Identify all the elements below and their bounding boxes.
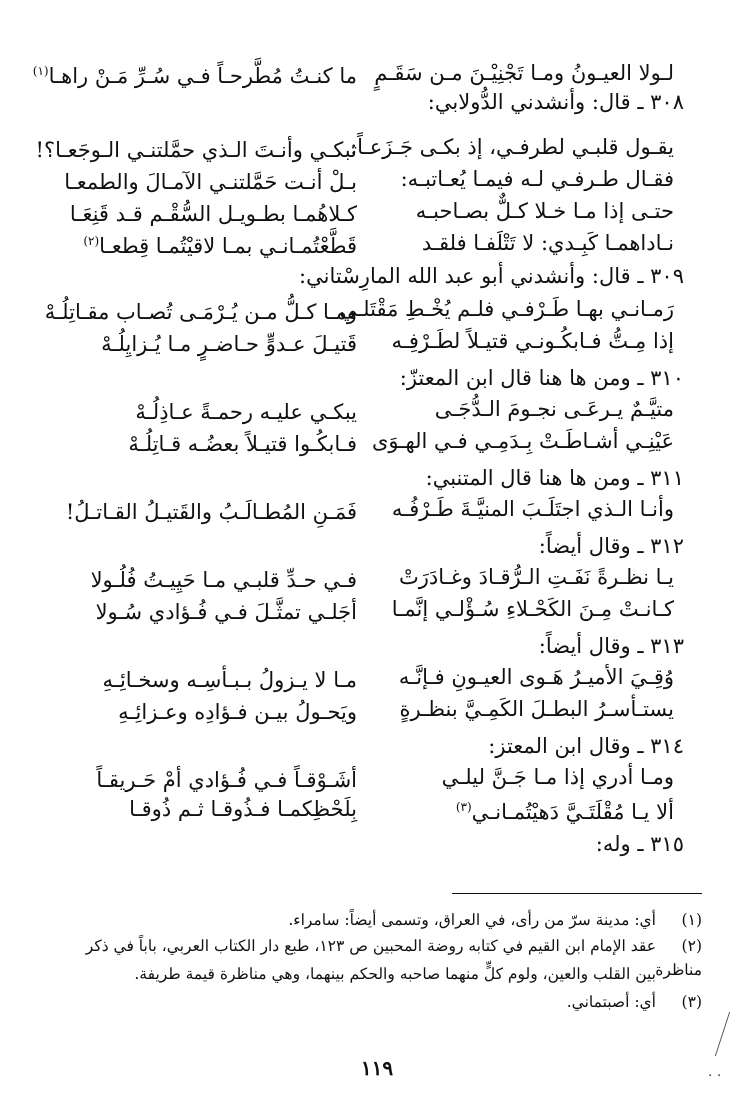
verse-line bbox=[70, 228, 684, 258]
verse-second-hemistich bbox=[70, 593, 377, 626]
verse-line bbox=[70, 662, 684, 692]
section-heading: ٣٠٨ ـ قال: وأنشدني الدُّولابي: bbox=[427, 90, 684, 114]
section-heading: ٣٠٩ ـ قال: وأنشدني أبو عبد الله المارِسْتاني: bbox=[299, 264, 684, 288]
verse-second-hemistich bbox=[65, 493, 377, 526]
verse-line bbox=[70, 794, 684, 824]
hemistich-text: ألا يـا مُقْلَتَـيَّ دَهيْتُمـانـي bbox=[471, 799, 674, 824]
page-number: ١١٩ bbox=[360, 1056, 394, 1080]
verse-first-hemistich: حتـى إذا مـا خـلا كـلٌّ بصـاحبـه bbox=[415, 199, 674, 223]
footnote-text: أي: أصبتماني. bbox=[566, 993, 656, 1011]
verse-first-hemistich: لـولا العيـونُ ومـا تَجْنِيْـنَ مـن سَقَـمٍ bbox=[374, 61, 674, 85]
verse-line bbox=[70, 562, 684, 592]
verse-first-hemistich: عَيْنِـي أشـاطَـتْ بِـدَمِـي فـي الهـوَى bbox=[372, 429, 674, 453]
verse-first-hemistich: كـانـتْ مِـنَ الكَحْـلاءِ سُـؤْلـي إنَّمـا bbox=[391, 597, 674, 621]
hemistich-text: قَتيـلَ عـدوٍّ حـاضـرٍ مـا يُـزايِلُـهْ bbox=[101, 331, 357, 356]
footnote-separator bbox=[452, 893, 702, 894]
footnote-ref: (١) bbox=[32, 63, 49, 78]
footnote-continuation: بين القلب والعين، ولوم كلٍّ منهما صاحبه والحكم بينهما، وهي مناظرة قيمة طريفة. bbox=[134, 965, 656, 983]
hemistich-text: أجَلـي تمثَّـلَ فـي فُـؤادي سُـولا bbox=[95, 599, 357, 624]
verse-second-hemistich bbox=[70, 561, 377, 594]
verse-first-hemistich: إذا مِـتُّ فـابكُـونـي قتيـلاً لطَـرْفِـه bbox=[391, 329, 674, 353]
verse-first-hemistich: ومـا أدري إذا مـا جَـنَّ ليلـي bbox=[441, 765, 674, 789]
verse-second-hemistich: بِلَحْظِكمـا فـذُوقـا ثـم ذُوقـا bbox=[129, 797, 357, 821]
hemistich-text: فـي حـدِّ قلبـي مـا حَيِيـتُ فُلُـولا bbox=[90, 567, 357, 592]
footnote-ref: (٣) bbox=[455, 799, 472, 814]
verse-line bbox=[70, 762, 684, 792]
verse-first-hemistich: متيَّـمٌ يـرعَـى نجـومَ الـدُّجَـى bbox=[434, 397, 674, 421]
verse-first-hemistich: وأنـا الـذي اجتَلَـبَ المنيَّـةَ طَـرْفُـه bbox=[391, 497, 674, 521]
verse-second-hemistich bbox=[70, 325, 377, 358]
verse-second-hemistich bbox=[35, 131, 377, 164]
section-heading: ٣١٥ ـ وله: bbox=[595, 832, 684, 856]
hemistich-text: تبكـي وأنـتَ الـذي حمَّلتنـي الـوجَعـا؟! bbox=[35, 137, 357, 162]
verse-line bbox=[70, 394, 684, 424]
verse-first-hemistich: رَمـانـي بهـا طَـرْفـي فلـم يُخْـطِ مَقْتَلـي bbox=[339, 297, 674, 321]
verse-first-hemistich: يـا نظـرةً نَفَـتِ الـرُّقـادَ وغـادَرَتْ bbox=[399, 565, 674, 589]
footnote-text: عقد الإمام ابن القيم في كتابه روضة المحبين ص ١٢٣، طبع دار الكتاب العربي، باباً في ذكر مناظرة bbox=[85, 937, 702, 979]
verse-line bbox=[70, 594, 684, 624]
hemistich-text: أشَـوْقـاً فـي فُـؤادي أمْ حَـريقـاً bbox=[96, 767, 357, 792]
section-heading: ٣١٢ ـ وقال أيضاً: bbox=[538, 534, 684, 558]
section-heading: ٣١٠ ـ ومن ها هنا قال ابن المعتزّ: bbox=[399, 366, 684, 390]
verse-first-hemistich: نـاداهمـا كَبِـدي: لا تَتْلَفـا فلقـد bbox=[421, 231, 674, 255]
hemistich-text: فَمَـنِ المُطـالَـبُ والقَتيـلُ القـاتـلُ! bbox=[65, 499, 357, 524]
verse-first-hemistich: فقـال طـرفـي لـه فيمـا يُعـاتبـه: bbox=[400, 167, 674, 191]
verse-second-hemistich bbox=[70, 661, 377, 694]
hemistich-text: بـلْ أنـت حَمَّلتنـي الآمـالَ والطمعـا bbox=[64, 169, 357, 194]
verse-line bbox=[35, 132, 684, 162]
verse-second-hemistich bbox=[64, 163, 377, 196]
section-heading: ٣١٣ ـ وقال أيضاً: bbox=[538, 634, 684, 658]
margin-dots-mark: · · bbox=[708, 1068, 722, 1084]
footnote-number: (٣) bbox=[681, 993, 702, 1011]
verse-second-hemistich bbox=[70, 393, 377, 426]
verse-line bbox=[70, 196, 684, 226]
verse-second-hemistich bbox=[70, 227, 377, 260]
footnote-ref: (٢) bbox=[83, 233, 100, 248]
verse-second-hemistich bbox=[44, 293, 377, 326]
margin-stroke-mark bbox=[715, 1012, 744, 1056]
verse-second-hemistich bbox=[70, 693, 377, 726]
footnote-text: أي: مدينة سرّ من رأى، في العراق، وتسمى أيضاً: سامراء. bbox=[288, 911, 656, 929]
verse-second-hemistich bbox=[70, 195, 377, 228]
verse-line bbox=[70, 326, 684, 356]
verse-line bbox=[32, 58, 684, 88]
verse-second-hemistich bbox=[70, 761, 377, 794]
footnote-number: (١) bbox=[681, 911, 702, 929]
hemistich-text: ويَحـولُ بيـن فـؤادِه وعـزائِـهِ bbox=[118, 699, 357, 724]
section-heading: ٣١٤ ـ وقال ابن المعتز: bbox=[488, 734, 684, 758]
verse-second-hemistich bbox=[32, 57, 377, 90]
footnote bbox=[52, 990, 702, 1014]
verse-line bbox=[70, 426, 684, 456]
hemistich-text: ما كنـتُ مُطَّرحـاً فـي سُـرِّ مَـنْ راهـا bbox=[48, 63, 357, 88]
footnote bbox=[52, 908, 702, 932]
verse-line bbox=[65, 494, 684, 524]
hemistich-text: فـابكُـوا قتيـلاً بعضُـه قـاتِلُـهْ bbox=[128, 431, 357, 456]
hemistich-text: قَطَّعْتُمـانـي بمـا لاقيْتُمـا قِطعـا bbox=[99, 233, 357, 258]
verse-first-hemistich: يستـأسـرُ البطـلَ الكَمِـيَّ بنظـرةٍ bbox=[399, 697, 674, 721]
verse-first-hemistich bbox=[377, 793, 684, 826]
verse-first-hemistich: وُقِـيَ الأميـرُ هَـوى العيـونِ فـإنَّـه bbox=[398, 665, 674, 689]
hemistich-text: مـا لا يـزولُ بـبـأسِـه وسخـائِـهِ bbox=[102, 667, 357, 692]
hemistich-text: ومـا كـلُّ مـن يُـرْمَـى تُصـاب مقـاتِلُـهْ bbox=[44, 299, 357, 324]
footnote-number: (٢) bbox=[681, 937, 702, 955]
hemistich-text: كـلاهُمـا بطـويـل السُّقْـم قـد قَنِعَـا bbox=[69, 201, 357, 226]
verse-line bbox=[70, 694, 684, 724]
verse-first-hemistich: يقـول قلبـي لطرفـي، إذ بكـى جَـزَعـاً: bbox=[350, 135, 674, 159]
verse-second-hemistich bbox=[70, 425, 377, 458]
verse-line bbox=[64, 164, 684, 194]
hemistich-text: يبكـي عليـه رحمـةً عـاذِلُـهْ bbox=[135, 399, 357, 424]
verse-line bbox=[44, 294, 684, 324]
section-heading: ٣١١ ـ ومن ها هنا قال المتنبي: bbox=[425, 466, 684, 490]
